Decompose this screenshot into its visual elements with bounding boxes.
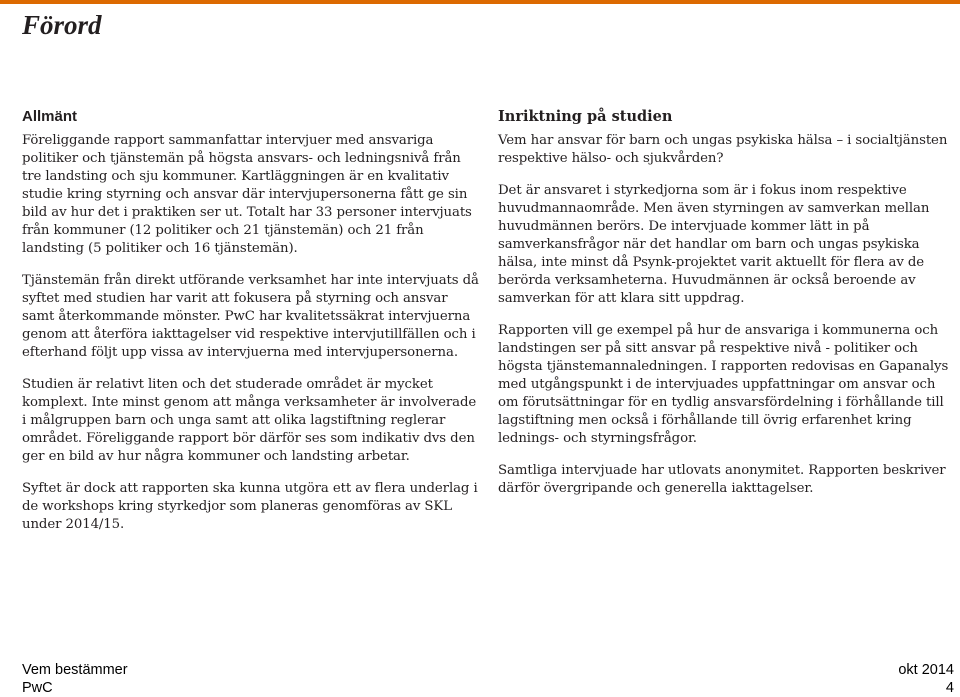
footer-row-1 <box>22 662 954 678</box>
top-accent-rule <box>0 0 960 4</box>
footer-page-number: 4 <box>945 680 954 696</box>
paragraph: Vem har ansvar för barn och ungas psykiska hälsa – i socialtjänsten respektive hälso- och sjukvården? <box>498 133 948 166</box>
page-title: Förord <box>22 10 102 40</box>
right-column <box>498 108 956 512</box>
paragraph: Rapporten vill ge exempel på hur de ansvariga i kommunerna och landstingen ser på sitt ansvar på respektive nivå - politiker och högsta tjänstemannaledningen. I rapporten redovisas en Gapanalys med utgångspunkt i de intervjuades uppfattningar om ansvar och om förutsättningar för en tydlig ansvarsfördelning i förhållande till lagstiftning men också i förhållande till övrig erfarenhet kring lednings- och styrningsfrågor. <box>498 323 949 446</box>
footer-company: PwC <box>22 680 53 696</box>
paragraph: Tjänstemän från direkt utförande verksamhet har inte intervjuats då syftet med studien har varit att fokusera på styrning och ansvar samt återkommande mönster. PwC har kvalitetssäkrat intervjuerna genom att återföra iakttagelser vid respektive intervjutillfällen och i efterhand följt upp vissa av intervjuerna med intervjupersonerna. <box>22 273 479 360</box>
paragraph: Det är ansvaret i styrkedjorna som är i fokus inom respektive huvudmannaområde. Men även styrningen av samverkan mellan huvudmännen berörs. De intervjuade kommer lätt in på samverkansfrågor när det handlar om barn och ungas psykiska hälsa, inte minst då Psynk-projektet varit aktuellt för flera av de berörda verksamheterna. Huvudmännen är också beroende av samverkan för att klara sitt uppdrag. <box>498 183 930 306</box>
footer-date: okt 2014 <box>898 662 954 678</box>
paragraph: Samtliga intervjuade har utlovats anonymitet. Rapporten beskriver därför övergripande och generella iakttagelser. <box>498 463 946 496</box>
paragraph: Syftet är dock att rapporten ska kunna utgöra ett av flera underlag i de workshops kring styrkedjor som planeras genomföras av SKL under 2014/15. <box>22 481 478 532</box>
footer-row-2 <box>22 680 954 696</box>
paragraph: Studien är relativt liten och det studerade området är mycket komplext. Inte minst genom att många verksamheter är involverade i målgruppen barn och unga samt att olika lagstiftning reglerar området. Föreliggande rapport bör därför ses som indikativ dvs den ger en bild av hur några kommuner och landsting arbetar. <box>22 377 477 464</box>
section-heading-allmant: Allmänt <box>22 108 78 125</box>
footer-report-title: Vem bestämmer <box>22 662 128 678</box>
left-column <box>22 108 480 548</box>
paragraph: Föreliggande rapport sammanfattar intervjuer med ansvariga politiker och tjänstemän på högsta ansvars- och ledningsnivå från tre landsting och sju kommuner. Kartläggningen är en kvalitativ studie kring styrning och ansvar där intervjupersonerna fått ge sin bild av hur det i praktiken ser ut. Totalt har 33 personer intervjuats från kommuner (12 politiker och 21 tjänstemän) och 21 från landsting (5 politiker och 16 tjänstemän). <box>22 133 472 256</box>
section-heading-inriktning: Inriktning på studien <box>498 108 673 125</box>
